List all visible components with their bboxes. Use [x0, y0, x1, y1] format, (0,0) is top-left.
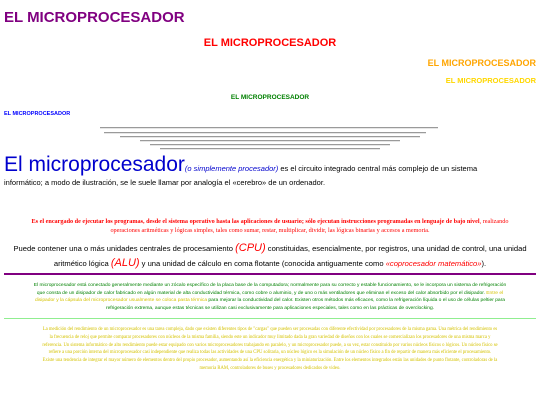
- cpu-text: constituidas, esencialmente, por registros, una unidad de control, una unidad: [265, 244, 527, 253]
- yellow-paragraph-line: refiere a una porción interna del microprocesador casi independiente que realiza todas las actividades de una CPU solitaria, un núcleo lógico es la simulación de un núcleo físico a fin de repartir de manera más eficiente el procesamiento.: [48, 350, 492, 356]
- yellow-paragraph: [4, 326, 536, 373]
- red-paragraph-strong: Es el encargado de ejecutar los programas, desde el sistema operativo hasta las aplicaciones de usuario; sólo ejecutan instrucciones programadas en lenguaje de bajo nivel: [31, 218, 480, 225]
- red-paragraph-line1: [4, 217, 536, 226]
- red-paragraph-tail: , realizando: [479, 218, 509, 225]
- horizontal-rule: [100, 127, 438, 129]
- horizontal-rule: [120, 136, 420, 138]
- alu-term: (ALU): [110, 257, 140, 269]
- heading-6: EL MICROPROCESADOR: [4, 111, 71, 117]
- cpu-paragraph-line1: [4, 241, 536, 256]
- horizontal-rule: [160, 148, 380, 150]
- cpu-text: aritmético lógica: [53, 259, 111, 268]
- green-yellow-text: Entre el: [484, 290, 504, 296]
- green-paragraph-line1: El microprocesador está conectado generalmente mediante un zócalo específico de la placa base de la computadora; normalmente para su correcto y estable funcionamiento, se le incorpora un sistema de refrigeración: [33, 283, 507, 288]
- heading-4: EL MICROPROCESADOR: [445, 76, 536, 85]
- cpu-text: Puede contener una o más unidades centrales de procesamiento: [13, 244, 236, 253]
- green-text: para mejorar la conductividad del calor. Existen otros métodos más eficaces, como la refrigeración líquida o el uso de células peltier para: [207, 298, 506, 304]
- horizontal-rule: [104, 132, 426, 134]
- heading-5: EL MICROPROCESADOR: [230, 94, 310, 101]
- coprocesador-term: «coprocesador matemático»: [385, 259, 482, 268]
- red-paragraph: [4, 217, 536, 235]
- red-paragraph-line2: operaciones aritméticas y lógicas simples, tales como sumar, restar, multiplicar, dividir, las lógicas binarias y accesos a memoria.: [110, 227, 430, 234]
- cpu-paragraph-line2: [4, 256, 536, 271]
- green-text: que consta de un disipador de calor fabricado en algún material de alta conductividad térmica, como cobre o aluminio, y de uno o más ventiladores que eliminan el exceso del calor absorbido por el disipador.: [36, 290, 485, 296]
- intro-paragraph: [4, 155, 477, 179]
- green-divider: [4, 318, 536, 319]
- yellow-paragraph-line: Existe una tendencia de integrar el mayor número de elementos dentro del propio procesador, aumentando así la eficiencia energética y la miniaturización. Entre los elementos integrados están las unidades de punto flotante, controladoras de la: [42, 358, 498, 364]
- green-paragraph-line4: refrigeración extrema, aunque estas técnicas se utilizan casi exclusivamente para aplicaciones especiales, tales como en las prácticas de overclocking.: [105, 305, 435, 311]
- intro-body-line2: informático; a modo de ilustración, se le suele llamar por analogía el «cerebro» de un ordenador.: [4, 178, 326, 187]
- cpu-text: y una unidad de cálculo en coma flotante (conocida antiguamente como: [139, 259, 386, 268]
- intro-title: El microprocesador: [4, 153, 185, 176]
- heading-2: EL MICROPROCESADOR: [203, 37, 337, 49]
- purple-divider: [4, 273, 536, 275]
- heading-1: EL MICROPROCESADOR: [4, 9, 185, 26]
- green-paragraph-line3: [4, 297, 536, 305]
- yellow-paragraph-line: memoria RAM, controladores de buses y procesadores dedicados de video.: [199, 365, 341, 371]
- yellow-paragraph-line: la frecuencia de reloj que permite comparar procesadores con núcleos de la misma familia, siendo este un indicador muy limitado dada la gran variedad de diseños con los cuales se comercializan los procesadores de una misma marca y: [49, 334, 491, 340]
- cpu-term: (CPU): [235, 242, 266, 254]
- intro-body: es el circuito integrado central más complejo de un sistema: [278, 164, 478, 173]
- green-yellow-text: disipador y la cápsula del microprocesador usualmente se coloca pasta térmica: [34, 298, 208, 304]
- green-paragraph: [4, 282, 536, 312]
- horizontal-rule: [150, 144, 390, 146]
- cpu-paragraph: [4, 241, 536, 271]
- yellow-paragraph-line: La medición del rendimiento de un microprocesador es una tarea compleja, dado que existen diferentes tipos de "cargas" que pueden ser procesadas con diferente efectividad por procesadores de la misma gama. Una métrica del rendimiento es: [42, 327, 498, 332]
- yellow-paragraph-line: referencia. Un sistema informático de alto rendimiento puede estar equipado con varios microprocesadores trabajando en paralelo, y un microprocesador puede, a su vez, estar constituido por varios núcleos físicos o lógicos. Un núcleo físico se: [42, 342, 498, 348]
- heading-3: EL MICROPROCESADOR: [427, 58, 536, 68]
- green-paragraph-line2: [4, 290, 536, 298]
- horizontal-rule: [140, 140, 400, 142]
- intro-subtitle: (o simplemente procesador): [184, 164, 279, 173]
- cpu-text: ).: [481, 259, 487, 268]
